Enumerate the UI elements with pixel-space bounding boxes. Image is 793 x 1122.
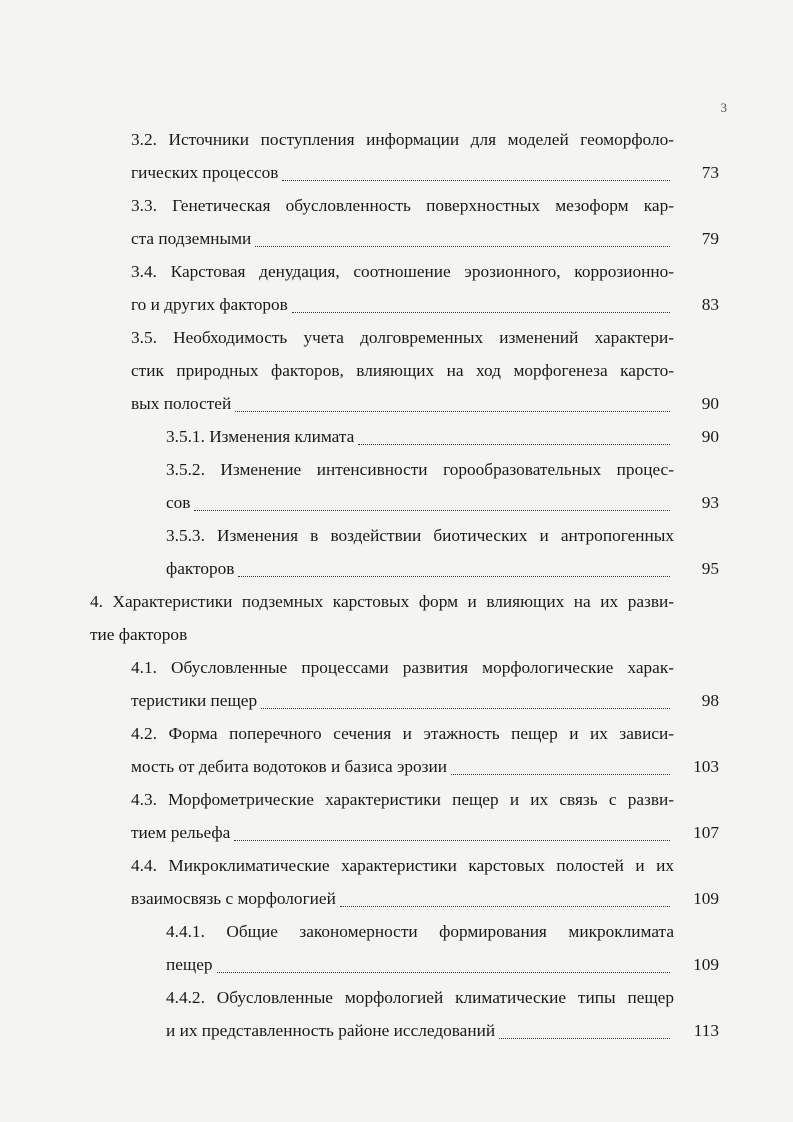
dot-leader <box>340 906 670 907</box>
toc-entry-4-4-line-1: 4.4. Микроклиматические характеристики карстовых полостей и их <box>131 856 674 875</box>
toc-entry-3-5-2-line-1: 3.5.2. Изменение интенсивности горообразовательных процес- <box>166 460 674 479</box>
toc-page-4-4-2: 113 <box>693 1021 719 1040</box>
toc-entry-3-3-line-1: 3.3. Генетическая обусловленность поверхностных мезоформ кар- <box>131 196 674 215</box>
dot-leader <box>238 576 670 577</box>
toc-entry-3-4-line-2: го и других факторов <box>131 288 674 322</box>
toc-page-4-4-1: 109 <box>693 955 719 974</box>
toc-entry-4-4-2-line-2: и их представленность районе исследований <box>166 1014 674 1048</box>
toc-entry-3-5-line-2: стик природных факторов, влияющих на ход морфогенеза карсто- <box>131 361 674 380</box>
dot-leader <box>292 312 670 313</box>
toc-entry-3-5-line-3: вых полостей <box>131 387 674 421</box>
dot-leader <box>499 1038 670 1039</box>
toc-entry-3-5-line-1: 3.5. Необходимость учета долговременных изменений характери- <box>131 328 674 347</box>
toc-page-3-5-1: 90 <box>701 427 719 446</box>
page-number: 3 <box>720 100 727 115</box>
toc-entry-4-4-1-line-2: пещер <box>166 948 674 982</box>
toc-page-4-4: 109 <box>693 889 719 908</box>
dot-leader <box>255 246 670 247</box>
dot-leader <box>358 444 670 445</box>
toc-entry-3-4-line-1: 3.4. Карстовая денудация, соотношение эрозионного, коррозионно- <box>131 262 674 281</box>
toc-entry-3-5-1-line-1: 3.5.1. Изменения климата <box>166 420 674 454</box>
toc-entry-4-3-line-2: тием рельефа <box>131 816 674 850</box>
toc-page-3-5: 90 <box>701 394 719 413</box>
dot-leader <box>261 708 670 709</box>
toc-entry-4-1-line-1: 4.1. Обусловленные процессами развития морфологические харак- <box>131 658 674 677</box>
dot-leader <box>234 840 670 841</box>
toc-entry-3-3-line-2: ста подземными <box>131 222 674 256</box>
toc-chapter-4-line-1: 4. Характеристики подземных карстовых форм и влияющих на их разви- <box>90 592 674 611</box>
toc-entry-4-3-line-1: 4.3. Морфометрические характеристики пещер и их связь с разви- <box>131 790 674 809</box>
toc-page-3-5-2: 93 <box>701 493 719 512</box>
toc-page-3-2: 73 <box>701 163 719 182</box>
toc-entry-3-2-line-2: гических процессов <box>131 156 674 190</box>
toc-entry-3-5-3-line-2: факторов <box>166 552 674 586</box>
dot-leader <box>282 180 670 181</box>
toc-chapter-4-line-2: тие факторов <box>90 625 188 644</box>
toc-entry-3-2-line-1: 3.2. Источники поступления информации для моделей геоморфоло- <box>131 130 674 149</box>
toc-page-3-5-3: 95 <box>701 559 719 578</box>
dot-leader <box>194 510 670 511</box>
dot-leader <box>451 774 670 775</box>
toc-entry-3-5-2-line-2: сов <box>166 486 674 520</box>
toc-entry-4-1-line-2: теристики пещер <box>131 684 674 718</box>
toc-entry-4-4-2-line-1: 4.4.2. Обусловленные морфологией климатические типы пещер <box>166 988 674 1007</box>
toc-entry-4-4-line-2: взаимосвязь с морфологией <box>131 882 674 916</box>
toc-entry-4-2-line-1: 4.2. Форма поперечного сечения и этажность пещер и их зависи- <box>131 724 674 743</box>
toc-page-3-3: 79 <box>701 229 719 248</box>
toc-page-4-3: 107 <box>693 823 719 842</box>
toc-entry-3-5-3-line-1: 3.5.3. Изменения в воздействии биотических и антропогенных <box>166 526 674 545</box>
toc-entry-4-2-line-2: мость от дебита водотоков и базиса эрозии <box>131 750 674 784</box>
dot-leader <box>217 972 670 973</box>
toc-entry-4-4-1-line-1: 4.4.1. Общие закономерности формирования микроклимата <box>166 922 674 941</box>
toc-page-3-4: 83 <box>701 295 719 314</box>
toc-page-4-1: 98 <box>701 691 719 710</box>
toc-page-4-2: 103 <box>693 757 719 776</box>
dot-leader <box>235 411 670 412</box>
